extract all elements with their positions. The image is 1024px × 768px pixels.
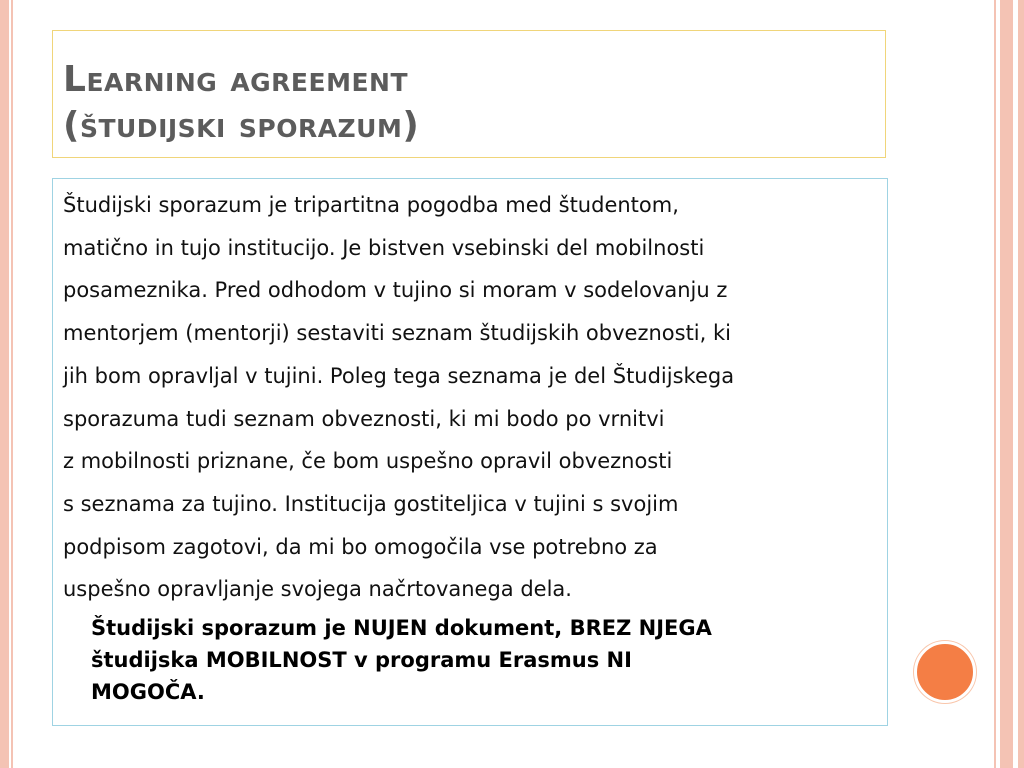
right-edge-thin-stripe (994, 0, 996, 768)
body-line: z mobilnosti priznane, če bom uspešno opravil obveznosti (63, 449, 673, 474)
body-line: Študijski sporazum je tripartitna pogodba med študentom, (63, 193, 679, 217)
right-edge-stripe (1018, 0, 1024, 768)
emphasis-line: MOGOČA. (91, 680, 205, 704)
body-paragraph (63, 184, 734, 611)
emphasis-line: študijska MOBILNOST v programu Erasmus NI (91, 648, 632, 672)
body-line: s seznama za tujino. Institucija gostiteljica v tujini s svojim (63, 491, 679, 516)
left-edge-stripe (0, 0, 9, 768)
emphasis-paragraph (91, 612, 712, 708)
body-line: posameznika. Pred odhodom v tujino si moram v sodelovanju z (63, 278, 728, 303)
body-line: sporazuma tudi seznam obveznosti, ki mi bodo po vrnitvi (63, 406, 665, 431)
left-edge-thin-stripe (11, 0, 13, 768)
right-edge-wide-stripe (1000, 0, 1013, 768)
body-line: jih bom opravljal v tujini. Poleg tega seznama je del Študijskega (63, 363, 735, 388)
body-line: matično in tujo institucijo. Je bistven vsebinski del mobilnosti (63, 235, 705, 260)
slide-title-line-2: (študijski sporazum) (63, 105, 420, 146)
emphasis-line: Študijski sporazum je NUJEN dokument, BREZ NJEGA (91, 616, 712, 640)
body-line: mentorjem (mentorji) sestaviti seznam študijskih obveznosti, ki (63, 321, 731, 346)
title-placeholder[interactable] (52, 30, 886, 158)
slide-title (63, 57, 419, 149)
slide-title-line-1: Learning agreement (63, 59, 409, 100)
decorative-circle (914, 641, 976, 703)
content-placeholder[interactable] (52, 178, 888, 726)
body-line: podpisom zagotovi, da mi bo omogočila vse potrebno za (63, 534, 658, 559)
body-line: uspešno opravljanje svojega načrtovanega dela. (63, 577, 572, 602)
